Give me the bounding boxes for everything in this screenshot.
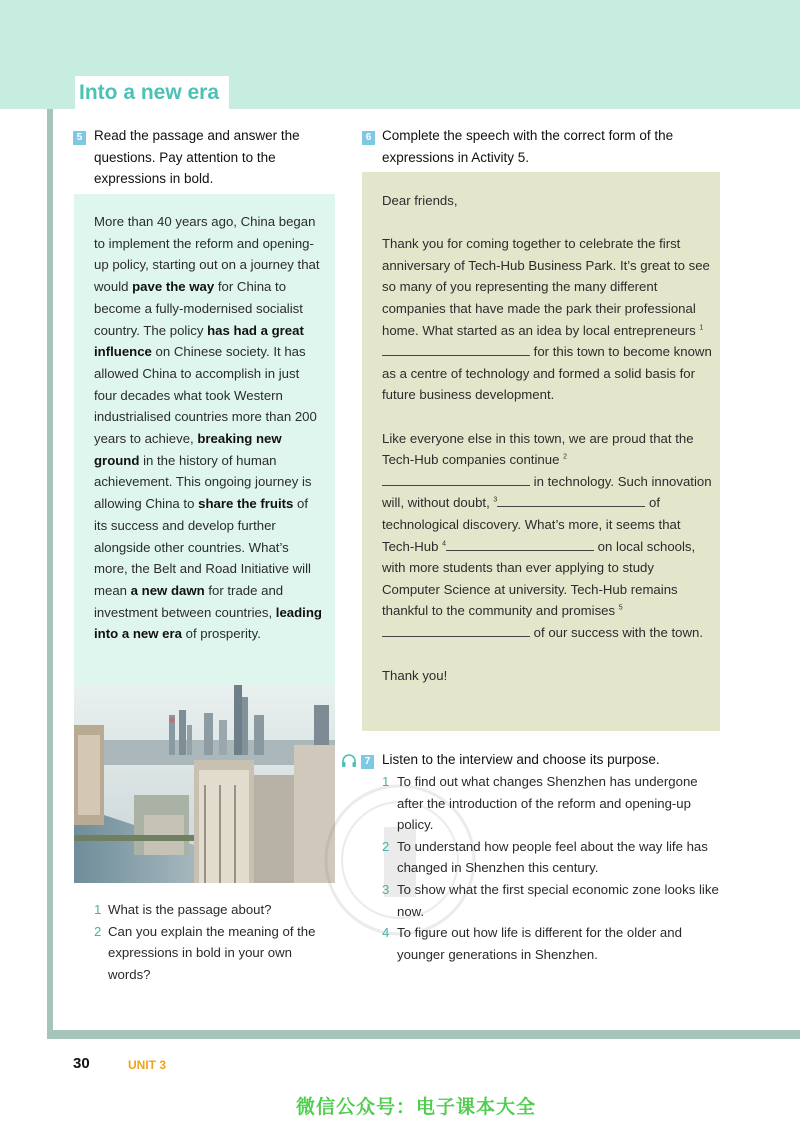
- activity-7-number: 7: [361, 755, 374, 769]
- bold-expression: a new dawn: [130, 582, 205, 598]
- bold-expression: breaking new ground: [94, 431, 282, 468]
- activity-6-number: 6: [362, 131, 375, 145]
- activity-5-number: 5: [73, 131, 86, 145]
- list-item[interactable]: 1 To find out what changes Shenzhen has undergone after the introduction of the reform and opening-up policy.: [382, 774, 698, 833]
- bold-expression: pave the way: [132, 279, 215, 295]
- speech-greeting: Dear friends,: [382, 193, 458, 208]
- activity-5-instruction: Read the passage and answer the questions. Pay attention to the expressions in bold.: [94, 128, 300, 187]
- speech-paragraph-1: Thank you for coming together to celebrate the first anniversary of Tech-Hub Business Park. It’s great to see so many of you representing the many different companies that have made the park their professional home. What started as an idea by local entrepreneurs $^1$ for this town to become known as a centre of technology and formed a solid basis for future business development.: [382, 236, 712, 403]
- city-skyline-photo: [74, 685, 335, 883]
- blank-5[interactable]: [382, 622, 530, 637]
- speech-closing: Thank you!: [382, 668, 448, 684]
- activity-6-instruction: Complete the speech with the correct form of the expressions in Activity 5.: [382, 128, 674, 165]
- activity-5-questions: [94, 899, 334, 985]
- blank-2[interactable]: [382, 471, 530, 486]
- section-title: Into a new era: [75, 76, 229, 111]
- list-item: 2 Can you explain the meaning of the expressions in bold in your own words?: [94, 923, 316, 982]
- activity-7-options: [382, 771, 722, 965]
- list-item[interactable]: 3 To show what the first special economic zone looks like now.: [382, 881, 719, 919]
- page-number: 30: [73, 1055, 90, 1072]
- list-item[interactable]: 4 To figure out how life is different for the older and younger generations in Shenzhen.: [382, 925, 682, 962]
- list-item[interactable]: 2 To understand how people feel about the way life has changed in Shenzhen this century.: [382, 838, 708, 876]
- bold-expression: share the fruits: [198, 496, 294, 512]
- headphones-icon: [341, 754, 357, 768]
- activity-7-instruction: Listen to the interview and choose its purpose.: [382, 752, 660, 767]
- blank-1[interactable]: [382, 341, 530, 356]
- list-item: 1 What is the passage about?: [94, 902, 272, 917]
- left-margin-bar: [47, 109, 53, 1032]
- speech-paragraph-2: Like everyone else in this town, we are proud that the Tech-Hub companies continue $^2$ in technology. Such innovation will, without doubt, $^3$ of technological discovery. What’s more, it seems that Tech-Hub $^4$ on local schools, with more students than ever applying to study Computer Science at university. Tech-Hub remains thankful to the community and promises $^5$ of our success with the town.: [382, 430, 712, 640]
- bold-expression: leading into a new era: [94, 604, 322, 642]
- unit-label: UNIT 3: [128, 1058, 167, 1072]
- wechat-watermark: 微信公众号：电子课本大全: [296, 1097, 537, 1118]
- speech-text: [382, 190, 712, 708]
- blank-4[interactable]: [446, 536, 594, 551]
- bold-expression: has had a great influence: [94, 322, 304, 360]
- bottom-margin-bar: [47, 1030, 800, 1039]
- blank-3[interactable]: [497, 492, 645, 507]
- reading-passage: More than 40 years ago, China began to implement the reform and opening-up policy, starting out on a journey that would pave the way for China to become a fully-modernised socialist country. The policy has had a great influence on Chinese society. It has allowed China to accomplish in just four decades what took Western industrialised countries more than 200 years to achieve, breaking new ground in the history of human achievement. This ongoing journey is allowing China to share the fruits of its success and develop further alongside other countries. What’s more, the Belt and Road Initiative will mean a new dawn for trade and investment between countries, leading into a new era of prosperity.: [94, 214, 322, 642]
